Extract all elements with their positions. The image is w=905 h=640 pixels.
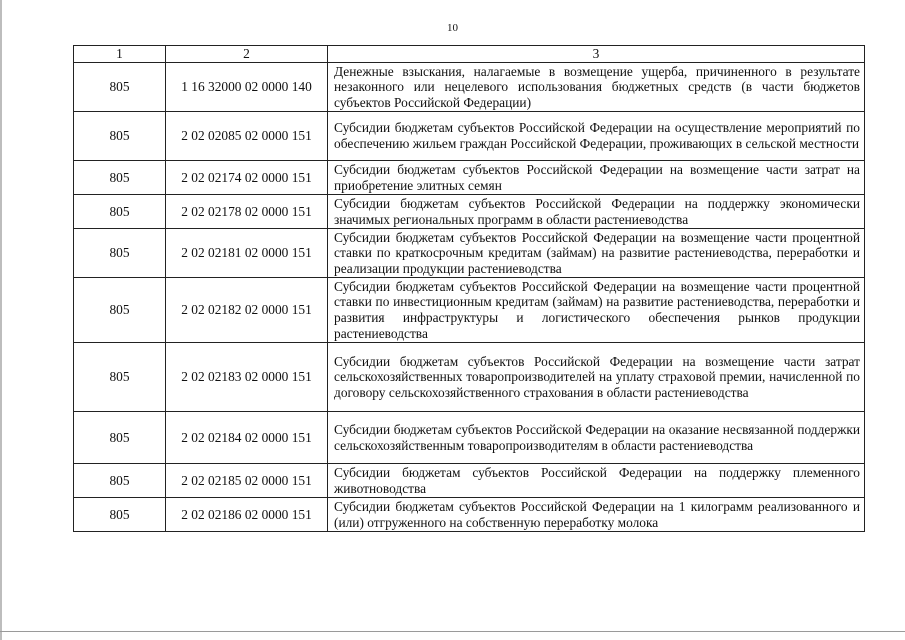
budget-code-cell: 2 02 02085 02 0000 151 <box>166 112 328 161</box>
admin-code-cell: 805 <box>74 229 166 278</box>
column-header-3: 3 <box>328 46 865 63</box>
description-cell: Субсидии бюджетам субъектов Российской Федерации на возмещение части затрат сельскохозяйственных товаропроизводителей на уплату страховой премии, начисленной по договору сельскохозяйственного страхования в области растениеводства <box>328 343 865 412</box>
description-cell: Субсидии бюджетам субъектов Российской Федерации на 1 килограмм реализованного и (или) отгруженного на собственную переработку молока <box>328 498 865 532</box>
budget-code-cell: 2 02 02174 02 0000 151 <box>166 161 328 195</box>
admin-code-cell: 805 <box>74 278 166 343</box>
table-row <box>74 63 865 112</box>
table-row <box>74 195 865 229</box>
table-row <box>74 112 865 161</box>
table-row <box>74 229 865 278</box>
budget-codes-table <box>73 45 865 532</box>
table-row <box>74 161 865 195</box>
scan-left-edge <box>0 0 2 640</box>
table-row <box>74 412 865 464</box>
budget-code-cell: 2 02 02182 02 0000 151 <box>166 278 328 343</box>
admin-code-cell: 805 <box>74 464 166 498</box>
budget-code-cell: 2 02 02178 02 0000 151 <box>166 195 328 229</box>
description-cell: Субсидии бюджетам субъектов Российской Федерации на осуществление мероприятий по обеспечению жильем граждан Российской Федерации, проживающих в сельской местности <box>328 112 865 161</box>
budget-code-cell: 2 02 02186 02 0000 151 <box>166 498 328 532</box>
admin-code-cell: 805 <box>74 195 166 229</box>
table-row <box>74 343 865 412</box>
description-cell: Субсидии бюджетам субъектов Российской Федерации на возмещение части процентной ставки по краткосрочным кредитам (займам) на развитие растениеводства, переработки и реализации продукции растениеводства <box>328 229 865 278</box>
admin-code-cell: 805 <box>74 412 166 464</box>
description-cell: Субсидии бюджетам субъектов Российской Федерации на оказание несвязанной поддержки сельскохозяйственным товаропроизводителям в области растениеводства <box>328 412 865 464</box>
budget-code-cell: 1 16 32000 02 0000 140 <box>166 63 328 112</box>
description-cell: Денежные взыскания, налагаемые в возмещение ущерба, причиненного в результате незаконного или нецелевого использования бюджетных средств (в части бюджетов субъектов Российской Федерации) <box>328 63 865 112</box>
table-header-row <box>74 46 865 63</box>
description-cell: Субсидии бюджетам субъектов Российской Федерации на поддержку экономически значимых региональных программ в области растениеводства <box>328 195 865 229</box>
admin-code-cell: 805 <box>74 161 166 195</box>
budget-code-cell: 2 02 02184 02 0000 151 <box>166 412 328 464</box>
admin-code-cell: 805 <box>74 498 166 532</box>
budget-code-cell: 2 02 02185 02 0000 151 <box>166 464 328 498</box>
description-cell: Субсидии бюджетам субъектов Российской Федерации на возмещение части процентной ставки по инвестиционным кредитам (займам) на развитие растениеводства, переработки и развития инфраструктуры и логистического обеспечения рынков продукции растениеводства <box>328 278 865 343</box>
admin-code-cell: 805 <box>74 63 166 112</box>
budget-code-cell: 2 02 02183 02 0000 151 <box>166 343 328 412</box>
column-header-2: 2 <box>166 46 328 63</box>
description-cell: Субсидии бюджетам субъектов Российской Федерации на возмещение части затрат на приобретение элитных семян <box>328 161 865 195</box>
admin-code-cell: 805 <box>74 343 166 412</box>
admin-code-cell: 805 <box>74 112 166 161</box>
table-row <box>74 498 865 532</box>
table-row <box>74 464 865 498</box>
budget-code-cell: 2 02 02181 02 0000 151 <box>166 229 328 278</box>
scan-bottom-line <box>0 631 905 632</box>
page-number: 10 <box>447 22 458 34</box>
column-header-1: 1 <box>74 46 166 63</box>
description-cell: Субсидии бюджетам субъектов Российской Федерации на поддержку племенного животноводства <box>328 464 865 498</box>
table-row <box>74 278 865 343</box>
